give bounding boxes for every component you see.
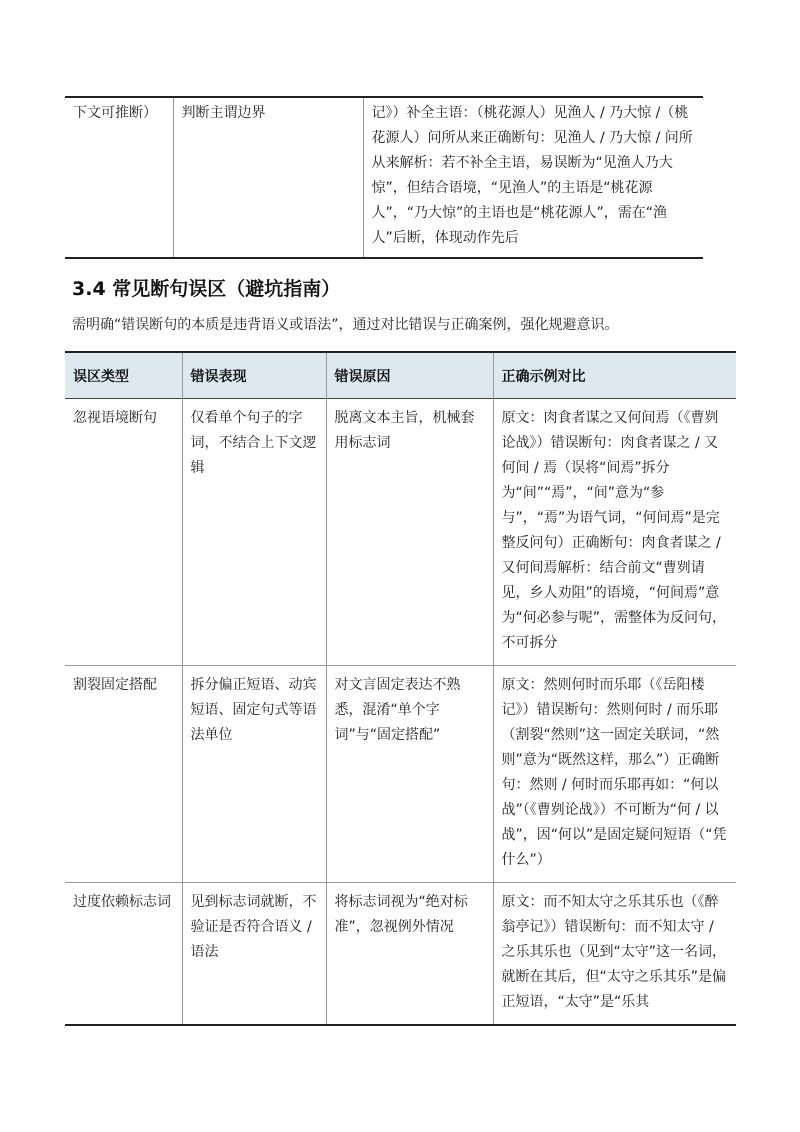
- table-cell: 记》）补全主语：（桃花源人）见渔人 / 乃大惊 /（桃花源人）问所从来正确断句：见渔人 / 乃大惊 / 问所从来解析：若不补全主语，易误断为“见渔人乃大惊”，但结合语境，“见渔人”的主语是“桃花源人”，“乃大惊”的主语也是“桃花源人”，需在“渔人”后断，体现动作先后: [371, 105, 693, 246]
- section-title: 3.4 常见断句误区（避坑指南）: [72, 278, 341, 300]
- table-row: [65, 97, 703, 258]
- table-row: [65, 666, 736, 883]
- error-manifestation: 拆分偏正短语、动宾短语、固定句式等语法单位: [182, 666, 326, 883]
- section-intro: 需明确“错误断句的本质是违背语义或语法”，通过对比错误与正确案例，强化规避意识。: [72, 317, 619, 333]
- table-cell: 判断主谓边界: [173, 97, 363, 258]
- continuation-table: [65, 96, 703, 259]
- correct-example: 原文：肉食者谋之又何间焉（《曹刿论战》）错误断句：肉食者谋之 / 又何间 / 焉（误将“间焉”拆分为“间”“焉”，“间”意为“参与”，“焉”为语气词，“何间焉”是完整反问句）正确断句：肉食者谋之 / 又何间焉解析：结合前文“曹刿请见，乡人劝阻”的语境，“何间焉”意为“何必参与呢”，需整体为反问句，不可拆分: [501, 410, 727, 651]
- error-cause: 脱离文本主旨，机械套用标志词: [326, 399, 493, 666]
- error-manifestation: 见到标志词就断，不验证是否符合语义 / 语法: [182, 883, 326, 1026]
- column-header: 误区类型: [65, 352, 182, 399]
- misconception-type: 过度依赖标志词: [65, 883, 182, 1026]
- table-header-row: [65, 352, 736, 399]
- correct-example: 原文：而不知太守之乐其乐也（《醉翁亭记》）错误断句：而不知太守 / 之乐其乐也（见到“太守”这一名词，就断在其后，但“太守之乐其乐”是偏正短语，“太守”是“乐其: [501, 894, 727, 1010]
- misconception-type: 割裂固定搭配: [65, 666, 182, 883]
- error-cause: 将标志词视为“绝对标准”，忽视例外情况: [326, 883, 493, 1026]
- table-row: [65, 883, 736, 1026]
- table-cell: 下文可推断）: [65, 97, 173, 258]
- table-row: [65, 399, 736, 666]
- column-header: 正确示例对比: [501, 368, 586, 385]
- column-header: 错误原因: [326, 352, 493, 399]
- error-cause: 对文言固定表达不熟悉，混淆“单个字词”与“固定搭配”: [326, 666, 493, 883]
- correct-example: 原文：然则何时而乐耶（《岳阳楼记》）错误断句：然则何时 / 而乐耶（割裂“然则”这一固定关联词，“然则”意为“既然这样，那么”）正确断句：然则 / 何时而乐耶再如：“何以战”（《曹刿论战》）不可断为“何 / 以战”，因“何以”是固定疑问短语（“凭什么”）: [501, 677, 727, 868]
- column-header: 错误表现: [182, 352, 326, 399]
- misconception-type: 忽视语境断句: [65, 399, 182, 666]
- misconception-table: [65, 351, 736, 1026]
- error-manifestation: 仅看单个句子的字词，不结合上下文逻辑: [182, 399, 326, 666]
